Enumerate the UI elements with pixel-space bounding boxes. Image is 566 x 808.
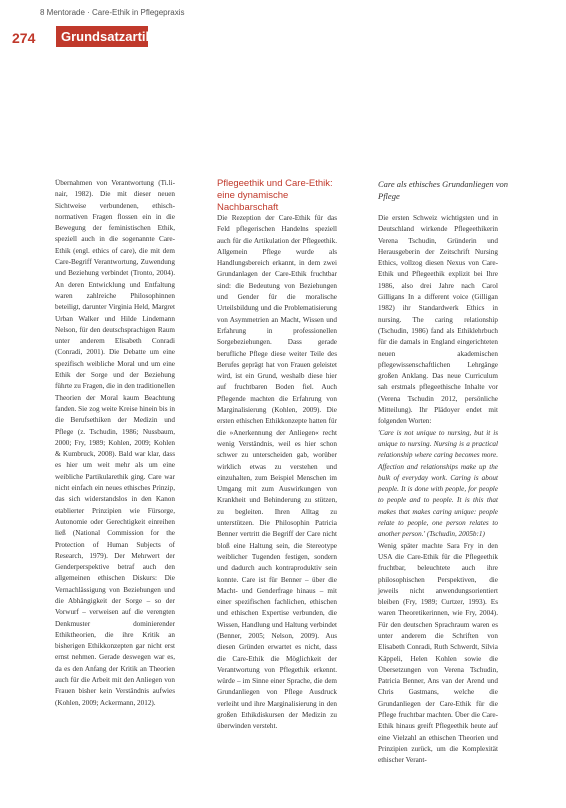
column-right-text: Die ersten Schweiz wichtigsten und in Deutschland wirkende Pflegeethikerin Verena Tschudin, Gründerin und Herausgeberin der Zeitschrift Nursing Ethics, vollzog diesen Nexus von Care-Ethik und Pflegeethik explizit bei Ihre 1986, also drei Jahre nach Carol Gilligans In a different voice (Gilligan 1982) ihr Standardwerk Ethics in nursing. The caring relationship (Tschudin, 1986) fand als Ethiklehrbuch für die damals in England eingerichteten neuen akademischen pflegewissenschaftlichen Lehrgänge großen Anklang. Das neue Curriculum sah erstmals pflegeethische Inhalte vor (Verena Tschudin 2012, persönliche Mitteilung). Ihr Plädoyer endet mit folgenden Worten: bbox=[378, 214, 498, 426]
column-middle bbox=[217, 213, 337, 733]
subsection-heading-care: Care als ethisches Grundanliegen von Pflege bbox=[378, 179, 508, 201]
running-head: 8 Mentorade · Care-Ethik in Pflegepraxis bbox=[40, 8, 185, 17]
column-left-text: Übernahmen von Verantwortung (Ti.li-nair, 1982). Die mit dieser neuen Sichtweise verbundenen, ethisch-normativen Fragen flossen ein in die Bewegung der feministischen Ethik, speziell auch in die sogenannte Care-Ethik (engl. ethics of care), die mit dem Care-Begriff Verantwortung, Zuwendung und Beziehung verbindet (Tronto, 2004). An deren Entwicklung und Entfaltung waren zahlreiche Philosophinnen beteiligt, darunter Virginia Held, Margret Urban Walker und Hilde Lindemann Nelson, für den deutschsprachigen Raum unter anderem Elisabeth Conradi (Conradi, 2001). Die Debatte um eine spezifisch weibliche Moral und um eine Ethik der Sorge und der Beziehung führte zu Fragen, die in den traditionellen Theorien der Moral kaum Beachtung fanden. Sie zog weite Kreise hinein bis in die Berufsethiken der Medizin und Pflege (z. Tschudin, 1986; Nussbaum, 2000; Fry, 1989; Kohlen, 2009; Kohlen & Kumbruck, 2008). Bald war klar, dass es hier um weit mehr als um eine weibliche Partikularethik ging. Care war nicht einfach ein neues ethisches Prinzip, das sich widerstandslos in den Kanon etablierter Prinzipien wie Fürsorge, Autonomie oder Gerechtigkeit einreihen ließ (National Commission for the Protection of Human Subjects of Research, 1979). Der Mehrwert der Genderperspektive betraf auch den allgemeinen ethischen Diskurs: Die Vernachlässigung von Beziehungen und die Abhängigkeit der Sorge – so der Vorwurf – verweisen auf die verengten Denkmuster dominierender Ethiktheorien, die ihre Kritik an bisherigen Ethikkonzepten gar nicht erst ernst nehmen. Gerade deswegen war es, da es den Anfang der Kritik an Theorien auch für die Arbeit mit den Anliegen von Frauen bisher kein Verständnis aufwies (Kohlen, 2009; Ackermann, 2012). bbox=[55, 179, 175, 707]
block-quote: 'Care is not unique to nursing, but it is unique to nursing. Nursing is a practical relationship where caring becomes more. Affection and relationships make up the bulk of everyday work. Caring is about people. It is done with people, for people to people and to people. It is this that makes that makes caring unique: people relate to people, one person relates to another person.' (Tschudin, 2005b:1) bbox=[378, 428, 498, 539]
section-heading-pflegeethik: Pflegeethik und Care-Ethik: eine dynamische Nachbarschaft bbox=[217, 178, 333, 213]
page-number: 274 bbox=[12, 30, 36, 46]
column-left bbox=[55, 178, 175, 709]
section-label: Grundsatzartikel bbox=[56, 26, 148, 47]
column-right-text-continued: Wenig später machte Sara Fry in den USA die Care-Ethik für die Pflegeethik fruchtbar, beleuchtete auch ihre philosophischen Perspektiven, die jeweils nicht anwendungsorientiert bleiben (Fry, 1989; Curtzer, 1993). Es waren Theoretikerinnen, wie Fry, 2004). Für den deutschen Sprachraum waren es unter anderem die Schriften von Elisabeth Conradi, Ruth Schwerdt, Silvia Käppeli, Helen Kohlen sowie die Übersetzungen von Verena Tschudin, Patricia Benner, Ans van der Arend und Chris Gastmans, welche die Grundanliegen der Care-Ethik für die Pflege fruchtbar machten. Über die Care-Ethik hinaus greift Pflegeethik heute auf eine Vielzahl an ethischen Theorien und Prinzipien zurück, um die Komplexität ethischer Verant- bbox=[378, 541, 498, 765]
column-middle-text: Die Rezeption der Care-Ethik für das Feld pflegerischen Handelns speziell auch für die Artikulation der Pflegeethik. Allgemein Pflege wurde als Handlungsbereich erkannt, in dem zwei Grundanlagen der Care-Ethik fruchtbar sind: die Bedeutung von Beziehungen und Gender für die moralische Urteilsbildung und die Problematisierung von Asymmetrien an Macht, Wissen und Erfahrung in professionellen Sorgebeziehungen. Dass gerade berufliche Pflege diese weiter Teile des Berufes geprägt hat von Frauen geleistet wird, ist ein Grund, weshalb diese hier auf fruchtbaren Boden fiel. Auch Pflegende machten die Erfahrung von Marginalisierung (Kohlen, 2009). Die ersten ethischen Ethikkonzepte hatten für die »Anerkennung der Anliegen« recht wenig Verständnis, weil es hier schon schwer zu unterscheiden gab, worüber wirklich etwas zu verstehen und einzuhalten, zum Beispiel Menschen im Umgang mit zum Auswirkungen von Krankheit und Behinderung zu stützen, zu begleiten. Ihren Alltag zu unterstützen. Die Philosophin Patricia Benner vertritt die Begriff der Care nicht bloß eine Haltung sein, die Stereotype weiblicher Tugenden festigen, sondern und dadurch auch kontraproduktiv sein konnte. Care ist für Benner – über die Macht- und Genderfrage hinaus – mit einer spezifischen fachlichen, ethischen und ethischen Expertise verbunden, die Wissen, Handlung und Haltung verbindet (Benner, 2005; Nelson, 2009). Aus diesen Gründen erwartet es nicht, dass die Care-Ethik die Möglichkeit der Verantwortung von Pflegethik erkennt. würde – im Sinne einer Sprache, die dem Grundanliegen von Pflege Ausdruck verleiht und ihre Marginalisierung in den großen Ethikdiskursen der Medizin zu überwinden versteht. bbox=[217, 214, 337, 731]
column-right bbox=[378, 213, 498, 767]
